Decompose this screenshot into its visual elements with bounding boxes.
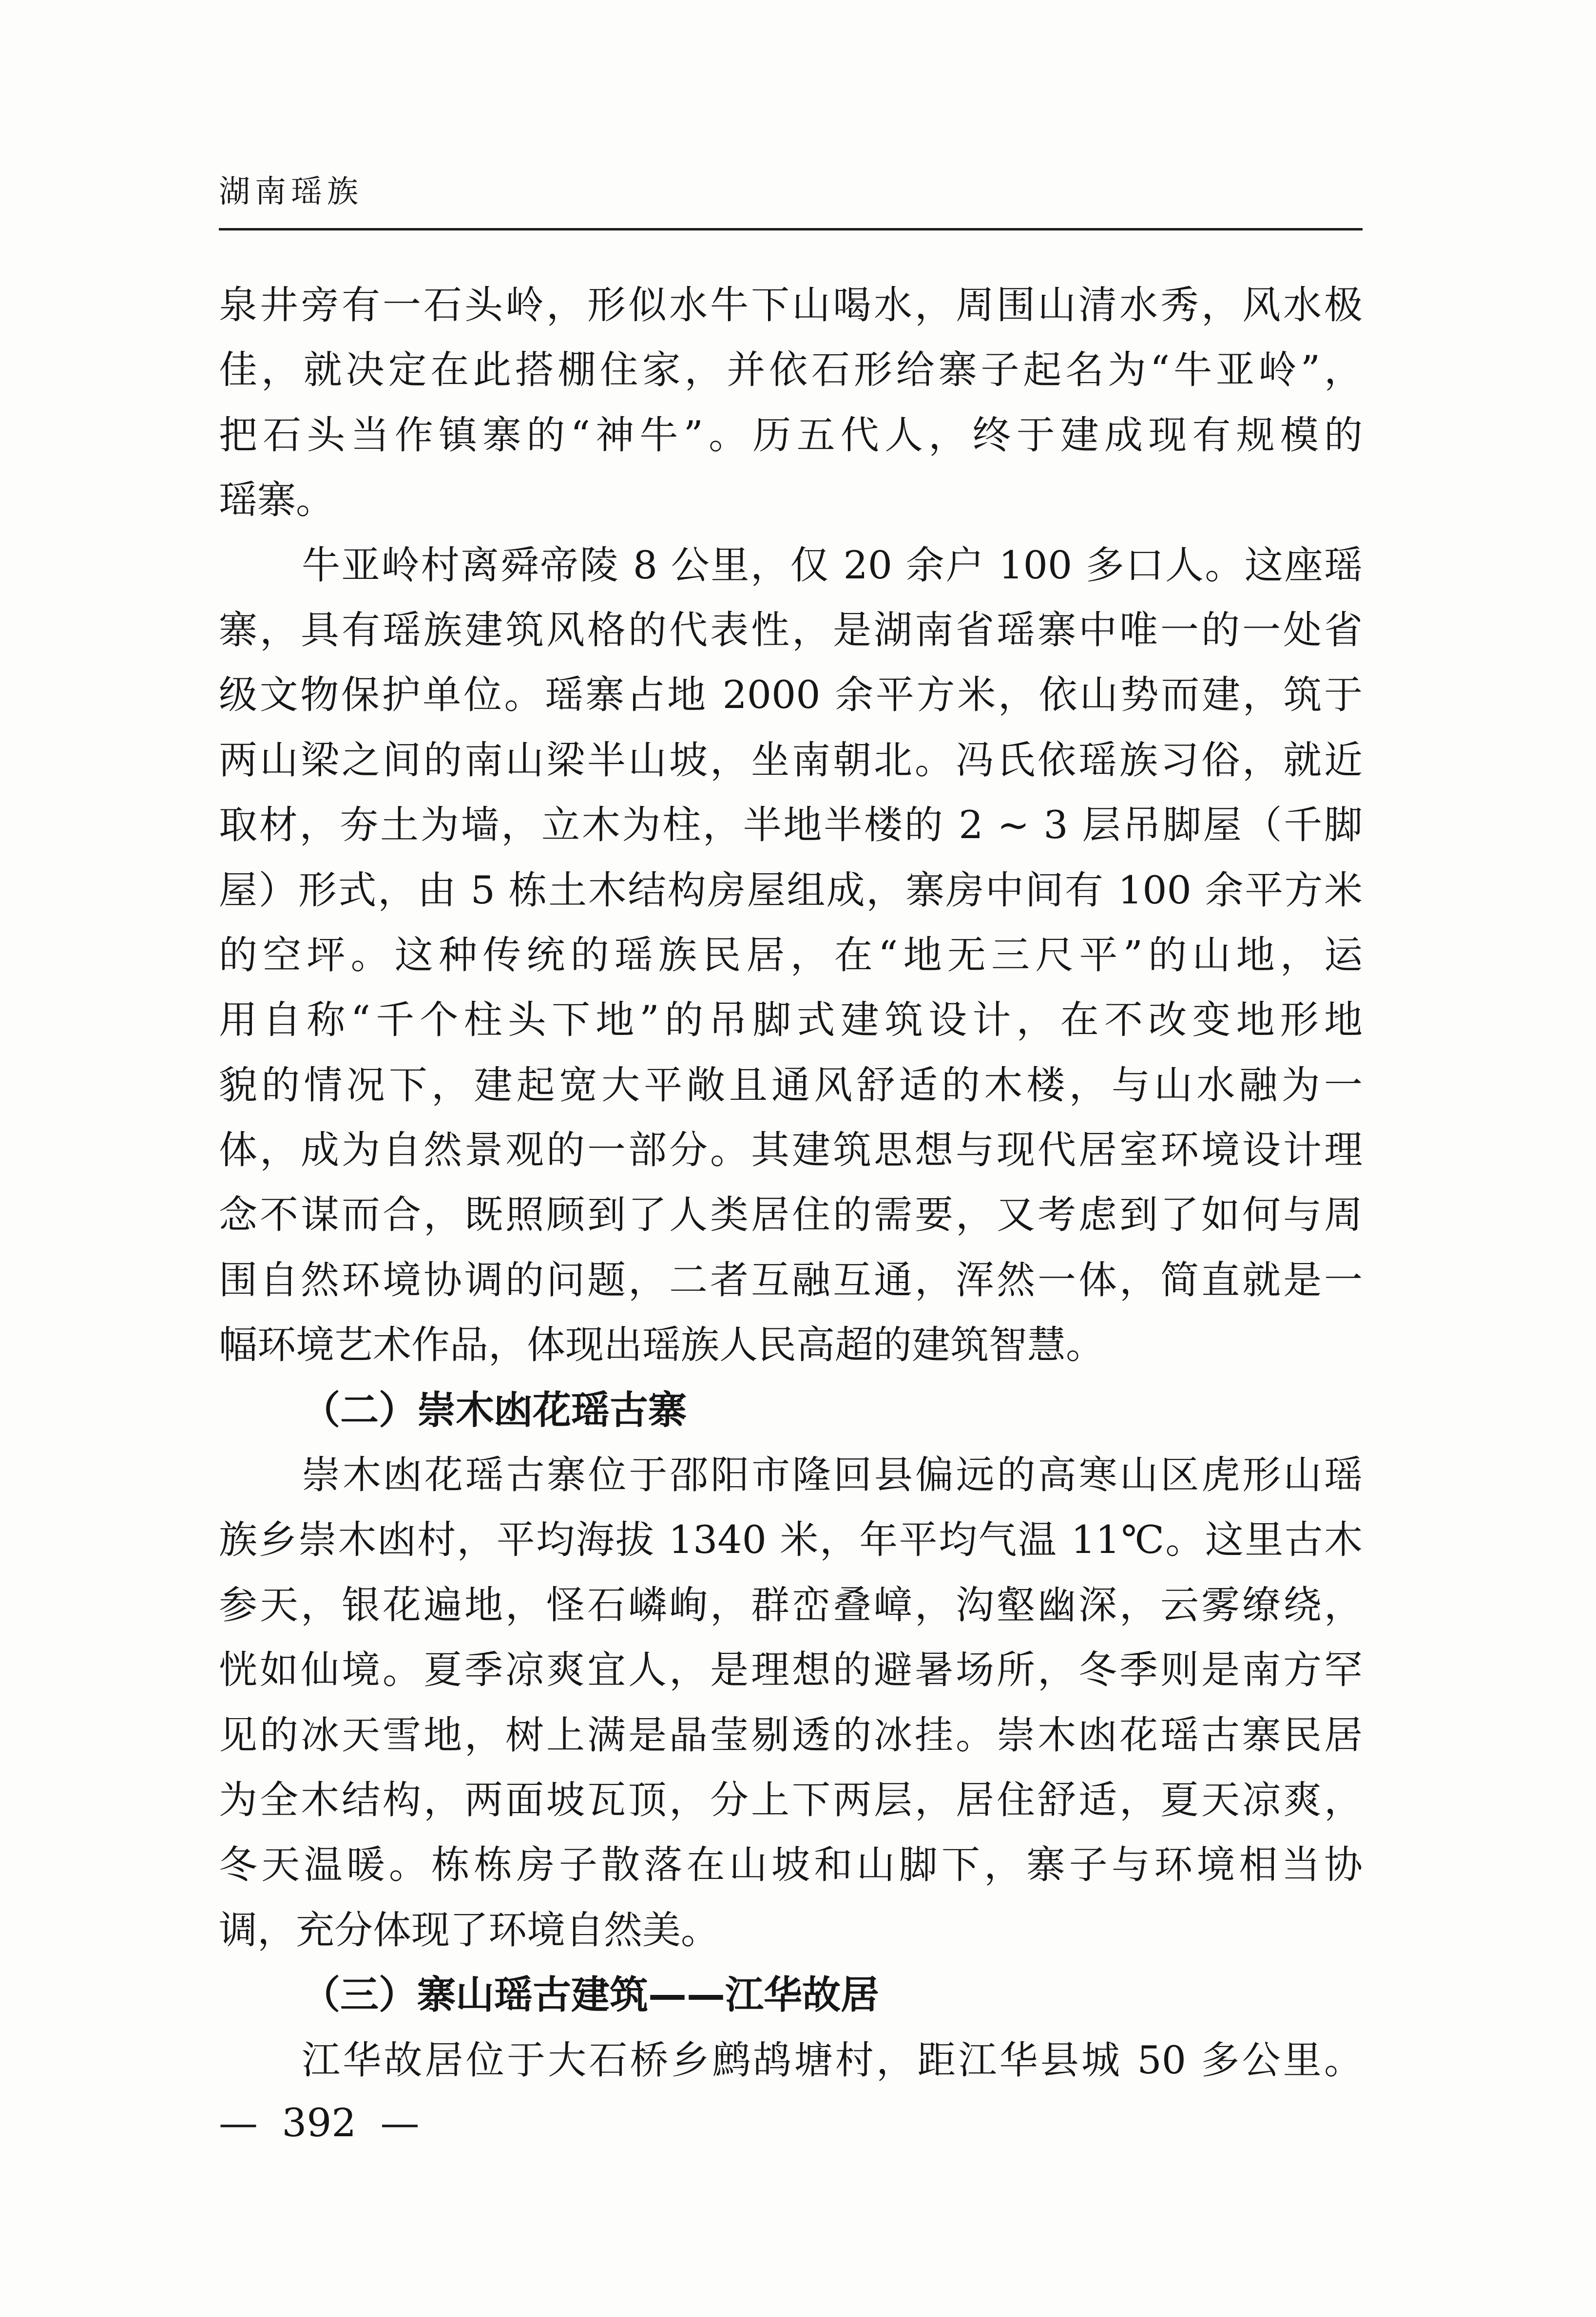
running-head-title: 湖南瑶族 xyxy=(219,174,363,210)
body-line: 屋）形式，由 5 栋土木结构房屋组成，寨房中间有 100 余平方米 xyxy=(219,867,1363,913)
page-number: — 392 — xyxy=(219,2100,420,2145)
paragraph xyxy=(219,533,1363,1378)
body-line: 把石头当作镇寨的“神牛”。历五代人，终于建成现有规模的 xyxy=(219,412,1363,458)
body-line: 牛亚岭村离舜帝陵 8 公里，仅 20 余户 100 多口人。这座瑶 xyxy=(302,542,1363,588)
body-line: 恍如仙境。夏季凉爽宜人，是理想的避暑场所，冬季则是南方罕 xyxy=(219,1647,1363,1693)
section-heading: （三）寨山瑶古建筑——江华故居 xyxy=(302,1972,879,2018)
body-line: 用自称“千个柱头下地”的吊脚式建筑设计，在不改变地形地 xyxy=(219,997,1363,1043)
paragraph xyxy=(219,2028,1363,2093)
body-line: 两山梁之间的南山梁半山坡，坐南朝北。冯氏依瑶族习俗，就近 xyxy=(219,737,1363,783)
body-line: 调，充分体现了环境自然美。 xyxy=(219,1907,719,1953)
body-line: 冬天温暖。栋栋房子散落在山坡和山脚下，寨子与环境相当协 xyxy=(219,1842,1363,1888)
body-line: 族乡崇木凼村，平均海拔 1340 米，年平均气温 11℃。这里古木 xyxy=(219,1517,1363,1563)
body-text xyxy=(219,273,1363,2093)
body-line: 取材，夯土为墙，立木为柱，半地半楼的 2 ~ 3 层吊脚屋（千脚 xyxy=(219,803,1363,848)
paragraph xyxy=(219,273,1363,533)
paragraph xyxy=(219,1443,1363,1963)
body-line: 为全木结构，两面坡瓦顶，分上下两层，居住舒适，夏天凉爽， xyxy=(219,1777,1363,1822)
body-line: 瑶寨。 xyxy=(219,478,334,523)
body-line: 寨，具有瑶族建筑风格的代表性，是湖南省瑶寨中唯一的一处省 xyxy=(219,607,1363,652)
body-line: 体，成为自然景观的一部分。其建筑思想与现代居室环境设计理 xyxy=(219,1128,1363,1173)
body-line: 围自然环境协调的问题，二者互融互通，浑然一体，简直就是一 xyxy=(219,1257,1363,1302)
body-line: 泉井旁有一石头岭，形似水牛下山喝水，周围山清水秀，风水极 xyxy=(219,283,1363,327)
section-heading: （二）崇木凼花瑶古寨 xyxy=(302,1387,687,1433)
body-line: 参天，银花遍地，怪石嶙峋，群峦叠嶂，沟壑幽深，云雾缭绕， xyxy=(219,1582,1363,1628)
body-line: 幅环境艺术作品，体现出瑶族人民高超的建筑智慧。 xyxy=(219,1322,1104,1368)
body-line: 的空坪。这种传统的瑶族民居，在“地无三尺平”的山地，运 xyxy=(219,932,1363,977)
body-line: 崇木凼花瑶古寨位于邵阳市隆回县偏远的高寒山区虎形山瑶 xyxy=(302,1453,1363,1498)
body-line: 江华故居位于大石桥乡鹧鸪塘村，距江华县城 50 多公里。 xyxy=(302,2037,1363,2083)
body-line: 见的冰天雪地，树上满是晶莹剔透的冰挂。崇木凼花瑶古寨民居 xyxy=(219,1712,1363,1758)
body-line: 貌的情况下，建起宽大平敞且通风舒适的木楼，与山水融为一 xyxy=(219,1062,1363,1108)
body-line: 级文物保护单位。瑶寨占地 2000 余平方米，依山势而建，筑于 xyxy=(219,672,1363,718)
body-line: 念不谋而合，既照顾到了人类居住的需要，又考虑到了如何与周 xyxy=(219,1192,1363,1238)
body-line: 佳，就决定在此搭棚住家，并依石形给寨子起名为“牛亚岭”， xyxy=(219,347,1363,393)
header-rule xyxy=(219,228,1363,230)
